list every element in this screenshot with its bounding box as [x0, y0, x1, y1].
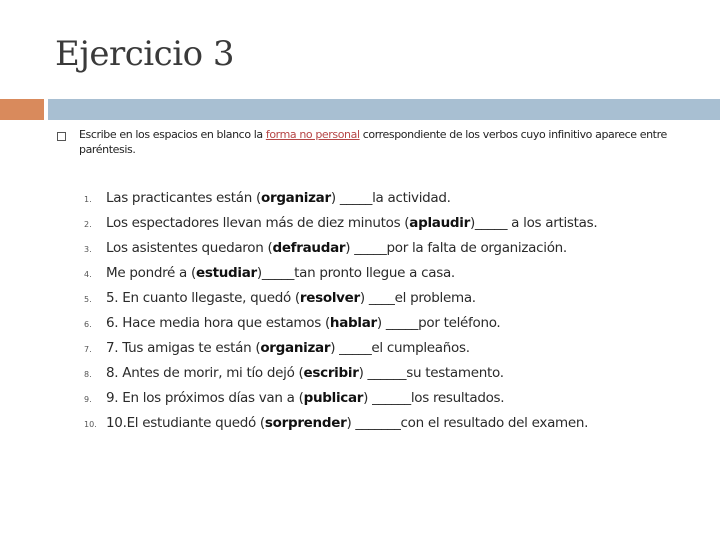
accent-bar-blue [48, 99, 720, 120]
forma-no-personal-link[interactable]: forma no personal [265, 128, 360, 141]
slide-title: Ejercicio 3 [55, 34, 234, 74]
item-post: ) ______su testamento. [358, 365, 504, 381]
list-item [0, 288, 720, 312]
item-text [106, 238, 567, 258]
item-post: ) ______los resultados. [363, 390, 505, 406]
item-verb: escribir [303, 365, 359, 381]
item-pre: 9. En los próximos días van a ( [106, 390, 304, 406]
item-post: ) _____la actividad. [330, 190, 451, 206]
item-number: 10. [84, 420, 97, 429]
item-verb: estudiar [195, 265, 257, 281]
item-pre: 6. Hace media hora que estamos ( [106, 315, 330, 331]
item-pre: 5. En cuanto llegaste, quedó ( [106, 290, 300, 306]
item-post: ) _______con el resultado del examen. [346, 415, 589, 431]
item-text [106, 363, 504, 383]
instruction-after: correspondiente de los verbos cuyo infinitivo aparece entre paréntesis. [79, 128, 667, 156]
instruction-text [79, 127, 669, 157]
item-text [106, 338, 470, 358]
item-verb: publicar [303, 390, 364, 406]
item-pre: Las practicantes están ( [106, 190, 261, 206]
item-number: 7. [84, 345, 92, 354]
list-item [0, 238, 720, 262]
item-text [106, 388, 504, 408]
list-item [0, 313, 720, 337]
list-item [0, 363, 720, 387]
item-number: 4. [84, 270, 92, 279]
item-number: 5. [84, 295, 92, 304]
item-pre: Los asistentes quedaron ( [106, 240, 273, 256]
item-verb: organizar [260, 190, 331, 206]
list-item [0, 213, 720, 237]
item-pre: 8. Antes de morir, mi tío dejó ( [106, 365, 304, 381]
item-text [106, 213, 597, 233]
accent-bar-orange [0, 99, 44, 120]
instruction-before: Escribe en los espacios en blanco la [79, 128, 266, 141]
item-post: ) _____por teléfono. [376, 315, 501, 331]
item-number: 3. [84, 245, 92, 254]
item-text [106, 188, 451, 208]
item-text [106, 413, 588, 433]
item-verb: sorprender [264, 415, 347, 431]
list-item [0, 413, 720, 437]
item-number: 9. [84, 395, 92, 404]
item-post: ) ____el problema. [359, 290, 476, 306]
list-item [0, 338, 720, 362]
square-bullet-icon [57, 132, 66, 141]
item-number: 2. [84, 220, 92, 229]
item-post: ) _____el cumpleaños. [330, 340, 470, 356]
item-number: 8. [84, 370, 92, 379]
item-post: )_____ a los artistas. [469, 215, 598, 231]
list-item [0, 188, 720, 212]
list-item [0, 388, 720, 412]
item-pre: Me pondré a ( [106, 265, 196, 281]
item-number: 6. [84, 320, 92, 329]
item-number: 1. [84, 195, 92, 204]
item-pre: 7. Tus amigas te están ( [106, 340, 261, 356]
item-verb: resolver [299, 290, 360, 306]
item-text [106, 288, 476, 308]
item-verb: organizar [260, 340, 331, 356]
item-text [106, 263, 455, 283]
accent-bar [0, 99, 720, 120]
item-pre: 10.El estudiante quedó ( [106, 415, 265, 431]
item-verb: aplaudir [409, 215, 470, 231]
item-pre: Los espectadores llevan más de diez minutos ( [106, 215, 410, 231]
list-item [0, 263, 720, 287]
item-post: )_____tan pronto llegue a casa. [256, 265, 455, 281]
item-post: ) _____por la falta de organización. [345, 240, 567, 256]
item-text [106, 313, 500, 333]
item-verb: hablar [329, 315, 377, 331]
item-verb: defraudar [272, 240, 346, 256]
